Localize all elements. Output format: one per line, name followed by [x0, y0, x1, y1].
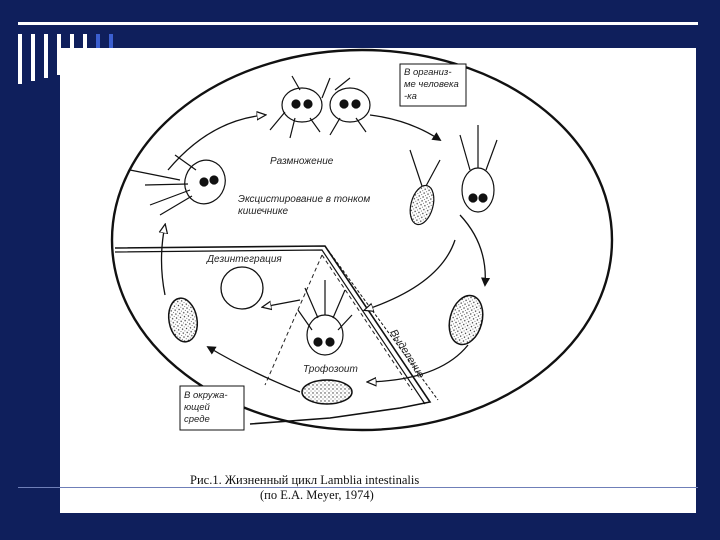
- label-trophozoite: Трофозоит: [303, 364, 358, 375]
- cyst-environment: [165, 296, 200, 344]
- figure-caption-line-2: (по Е.А. Meyer, 1974): [260, 488, 374, 502]
- cycle-arrow-right-lower: [365, 240, 455, 310]
- trophozoite-center: [298, 280, 352, 355]
- environment-label-line-1: В окружа-: [184, 390, 228, 401]
- host-label-line-1: В организ-: [404, 67, 452, 78]
- cycle-arrow-center: [263, 300, 300, 307]
- cyst-right: [444, 292, 488, 349]
- trophozoite-excysting: [130, 154, 231, 215]
- label-excystation-line-1: Эксцистирование в тонком: [238, 194, 371, 205]
- cycle-arrow-top-right: [370, 115, 440, 140]
- figure-caption-line-1: Рис.1. Жизненный цикл Lamblia intestinalis: [190, 473, 420, 487]
- environment-label-line-3: среде: [184, 414, 210, 425]
- label-reproduction: Размножение: [270, 156, 334, 167]
- cycle-arrow-bottom-left: [208, 347, 300, 392]
- environment-label-line-2: ющей: [184, 402, 210, 413]
- trophozoite-right: [406, 125, 497, 227]
- label-excystation-line-2: кишечнике: [238, 206, 289, 217]
- label-disintegration: Дезинтеграция: [207, 254, 282, 265]
- disintegrated-cyst: [221, 267, 263, 309]
- cycle-arrow-left: [162, 225, 166, 295]
- cyst-bottom: [302, 380, 352, 404]
- label-excretion: Выделение: [387, 327, 427, 381]
- host-label-line-2: ме человека: [404, 79, 459, 90]
- cycle-arrow-top: [168, 115, 265, 170]
- cycle-arrow-right: [460, 215, 485, 285]
- trophozoite-dividing: [270, 76, 370, 138]
- host-label-line-3: -ка: [404, 91, 417, 102]
